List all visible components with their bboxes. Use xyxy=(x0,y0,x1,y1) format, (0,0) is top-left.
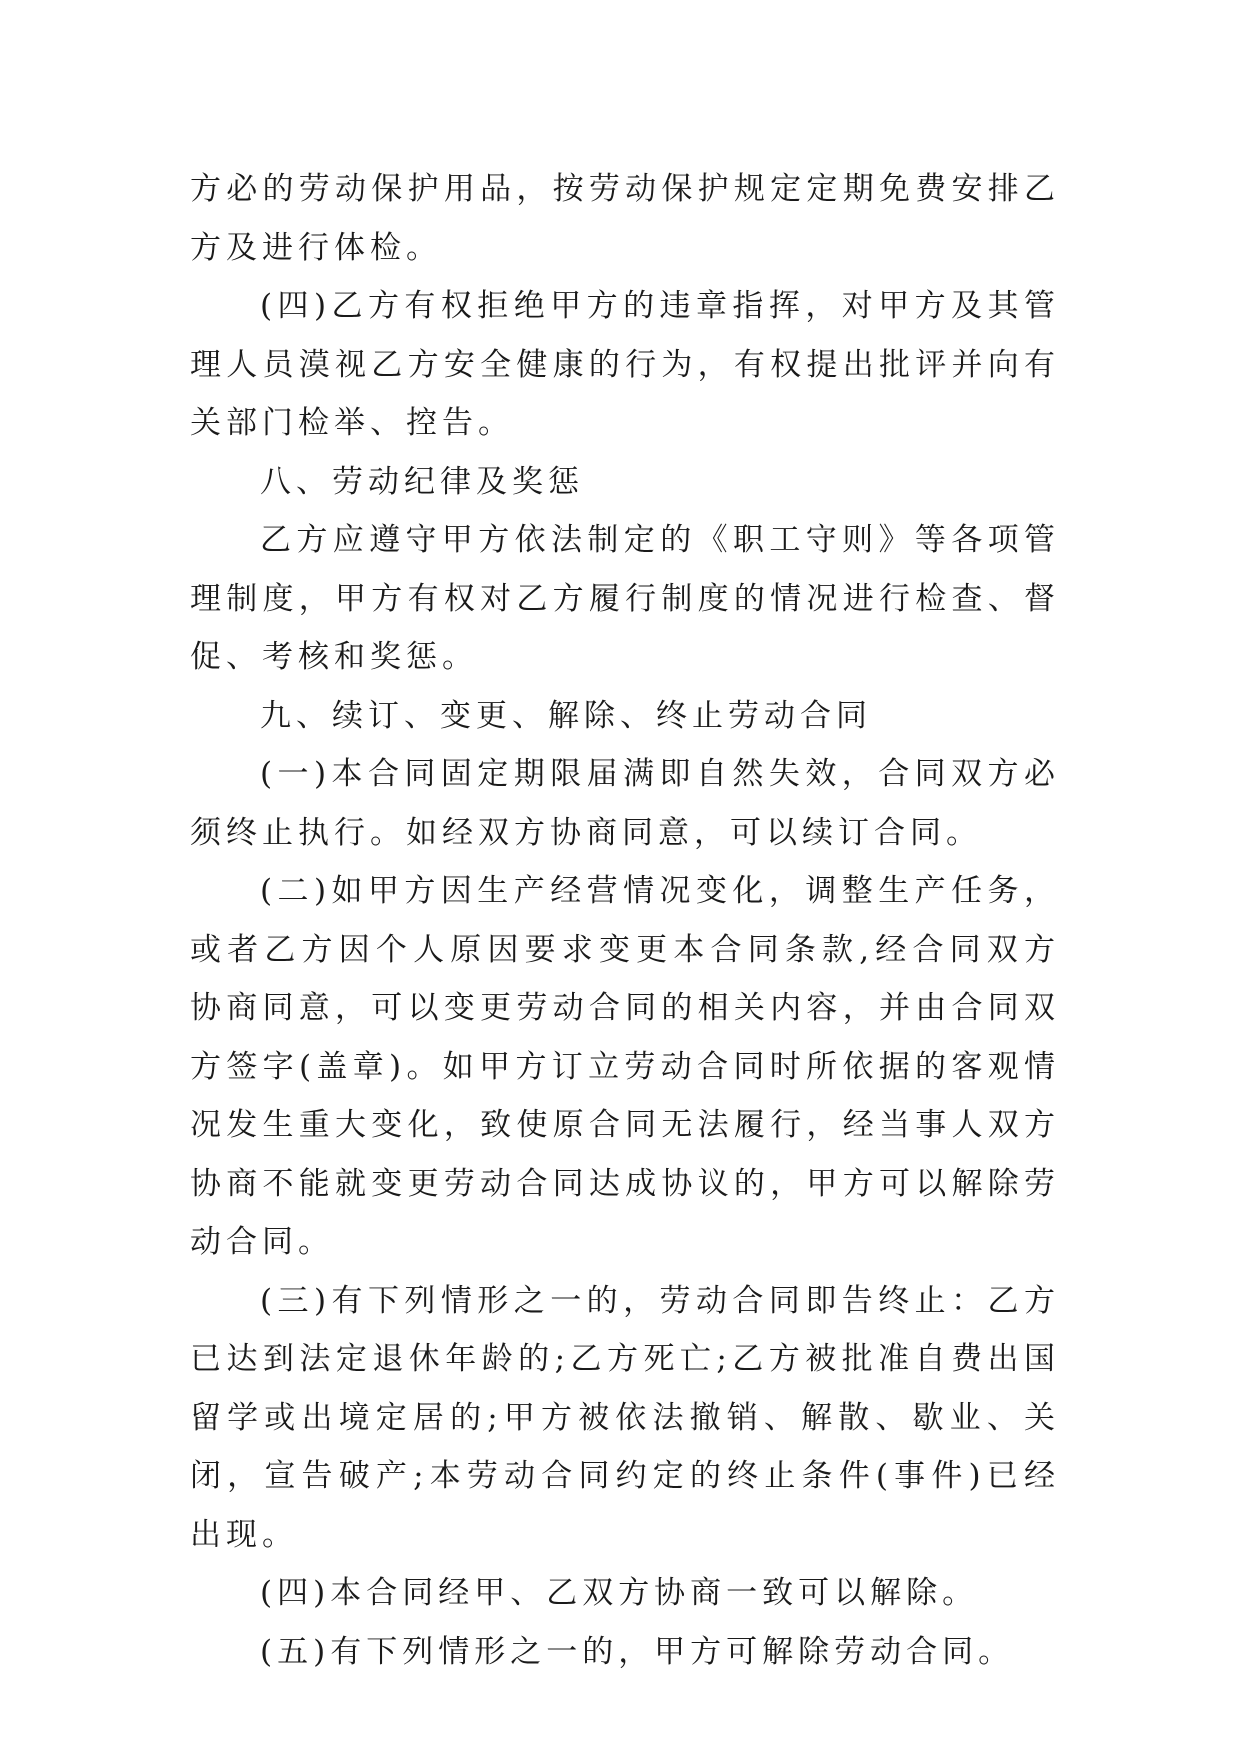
paragraph-clause-2: (二)如甲方因生产经营情况变化，调整生产任务，或者乙方因个人原因要求变更本合同条款,经合同双方协商同意，可以变更劳动合同的相关内容，并由合同双方签字(盖章)。如甲方订立劳动合同时所依据的客观情况发生重大变化，致使原合同无法履行，经当事人双方协商不能就变更劳动合同达成协议的，甲方可以解除劳动合同。 xyxy=(190,873,1060,1260)
paragraph-clause-1: (一)本合同固定期限届满即自然失效，合同双方必须终止执行。如经双方协商同意，可以续订合同。 xyxy=(190,756,1060,851)
paragraph-discipline: 乙方应遵守甲方依法制定的《职工守则》等各项管理制度，甲方有权对乙方履行制度的情况进行检查、督促、考核和奖惩。 xyxy=(190,522,1060,675)
paragraph-clause-3: (三)有下列情形之一的，劳动合同即告终止：乙方已达到法定退休年龄的;乙方死亡;乙方被批准自费出国留学或出境定居的;甲方被依法撤销、解散、歇业、关闭，宣告破产;本劳动合同约定的终止条件(事件)已经出现。 xyxy=(190,1282,1060,1553)
paragraph-clause-4: (四)本合同经甲、乙双方协商一致可以解除。 xyxy=(260,1575,979,1611)
paragraph-protective-equipment: 方必的劳动保护用品，按劳动保护规定定期免费安排乙方及进行体检。 xyxy=(190,171,1060,266)
section-heading-discipline: 八、劳动纪律及奖惩 xyxy=(260,463,584,500)
paragraph-right-to-refuse: (四)乙方有权拒绝甲方的违章指挥，对甲方及其管理人员漠视乙方安全健康的行为，有权提出批评并向有关部门检举、控告。 xyxy=(190,288,1060,441)
document-body xyxy=(190,160,1060,1681)
section-heading-contract-changes: 九、续订、变更、解除、终止劳动合同 xyxy=(260,697,872,734)
paragraph-clause-5: (五)有下列情形之一的，甲方可解除劳动合同。 xyxy=(260,1633,1015,1670)
